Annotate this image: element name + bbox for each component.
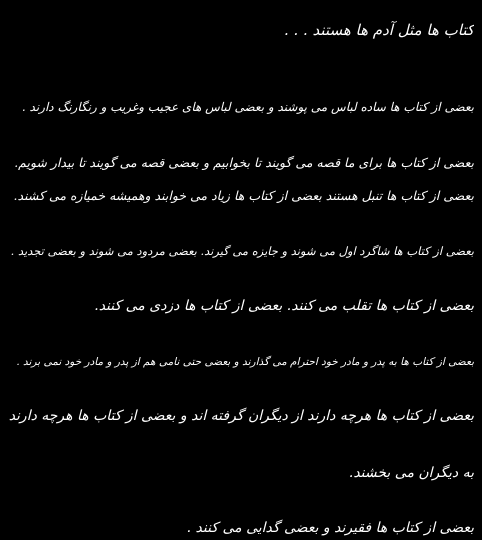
text-line: به دیگران می بخشند. [348, 465, 474, 481]
text-line: بعضی از کتاب ها تقلب می کنند. بعضی از کتاب ها دزدی می کنند. [94, 298, 474, 314]
document-title: کتاب ها مثل آدم ها هستند . . . [283, 21, 474, 39]
text-line: بعضی از کتاب ها ساده لباس می پوشند و بعضی لباس های عجیب وغریب و رنگارنگ دارند . [21, 100, 474, 114]
text-line: بعضی از کتاب ها برای ما قصه می گویند تا بخوابیم و بعضی قصه می گویند تا بیدار شویم. [14, 155, 474, 170]
text-line: بعضی از کتاب ها به پدر و مادر خود احترام می گذارند و بعضی حتی نامی هم از پدر و مادر خود نمی برند . [16, 356, 474, 368]
text-line: بعضی از کتاب ها شاگرد اول می شوند و جایزه می گیرند. بعضی مردود می شوند و بعضی تجدید . [10, 244, 474, 258]
text-line: بعضی از کتاب ها تنبل هستند بعضی از کتاب ها زیاد می خوابند وهمیشه خمیازه می کشند. [13, 188, 474, 203]
text-line: بعضی از کتاب ها فقیرند و بعضی گدایی می کنند . [186, 520, 474, 536]
text-line: بعضی از کتاب ها هرچه دارند از دیگران گرفته اند و بعضی از کتاب ها هرچه دارند [8, 408, 474, 424]
